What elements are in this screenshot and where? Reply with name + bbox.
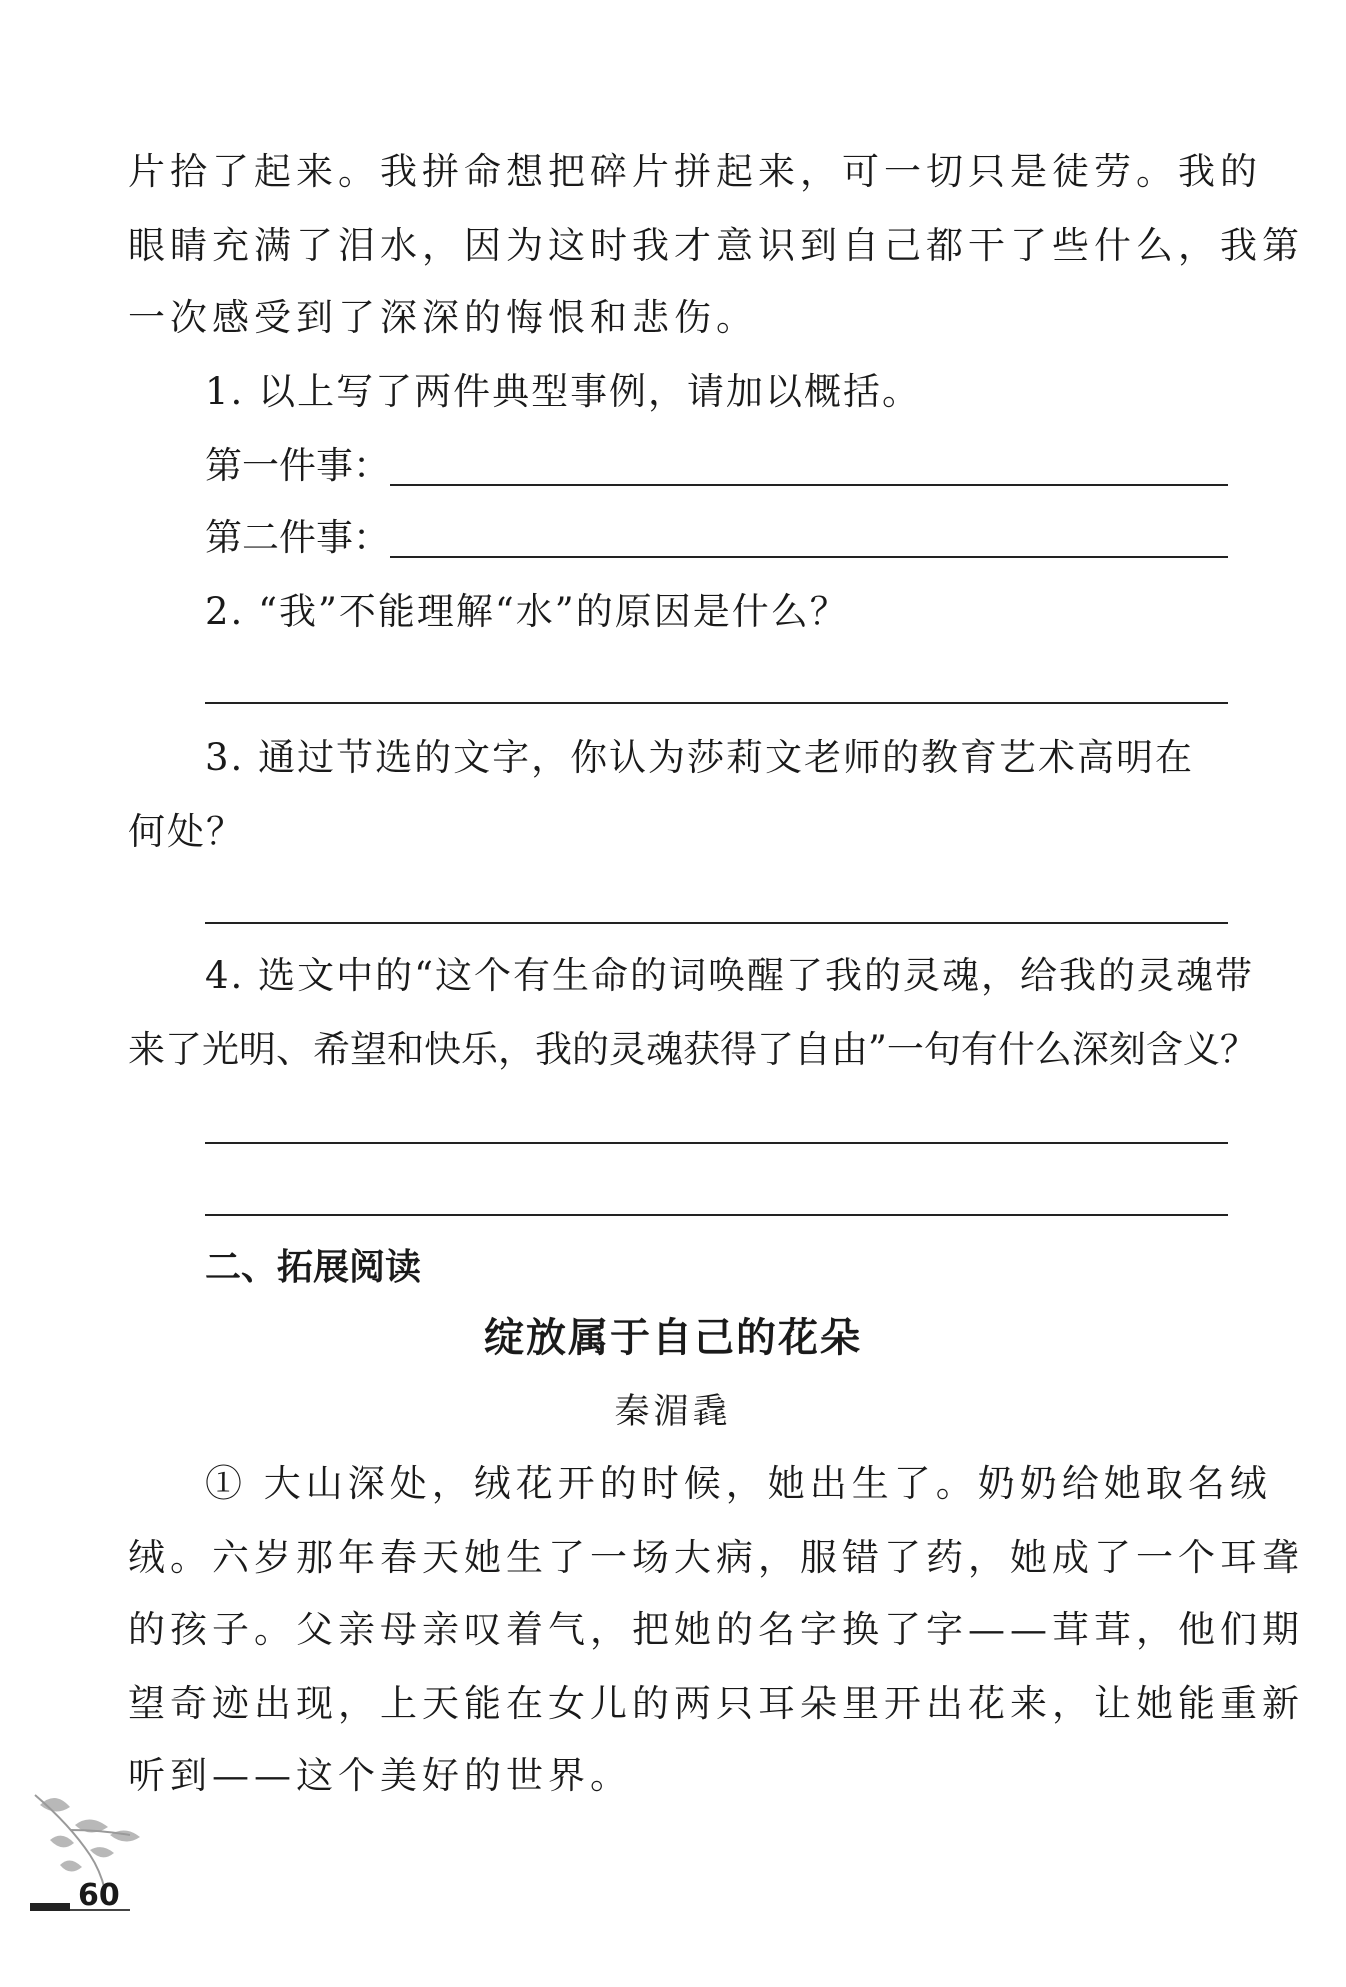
second-event-answer-line[interactable] (390, 556, 1228, 558)
question-4-answer-line[interactable] (205, 1214, 1228, 1216)
article-line: 听到——这个美好的世界。 (128, 1754, 632, 1797)
question-3-answer-line[interactable] (205, 922, 1228, 924)
second-event-label: 第二件事： (205, 516, 390, 559)
first-event-label: 第一件事： (205, 444, 390, 487)
question-1: 1. 以上写了两件典型事例，请加以概括。 (205, 370, 922, 413)
question-2: 2. “我”不能理解“水”的原因是什么？ (205, 590, 849, 633)
article-author: 秦湄毳 (614, 1392, 732, 1432)
question-4-answer-line[interactable] (205, 1142, 1228, 1144)
question-4-line: 来了光明、希望和快乐，我的灵魂获得了自由”一句有什么深刻含义？ (128, 1028, 1257, 1071)
article-title: 绽放属于自己的花朵 (484, 1315, 862, 1361)
passage-line: 眼睛充满了泪水，因为这时我才意识到自己都干了些什么，我第 (128, 224, 1304, 267)
passage-line: 一次感受到了深深的悔恨和悲伤。 (128, 296, 758, 339)
article-line: 绒。六岁那年春天她生了一场大病，服错了药，她成了一个耳聋 (128, 1536, 1304, 1579)
article-line: ① 大山深处，绒花开的时候，她出生了。奶奶给她取名绒 (205, 1462, 1272, 1505)
first-event-answer-line[interactable] (390, 484, 1228, 486)
question-2-answer-line[interactable] (205, 702, 1228, 704)
article-line: 望奇迹出现，上天能在女儿的两只耳朵里开出花来，让她能重新 (128, 1682, 1304, 1725)
page-number-bar (30, 1903, 70, 1911)
section-heading: 二、拓展阅读 (205, 1247, 422, 1288)
question-3-line: 3. 通过节选的文字，你认为莎莉文老师的教育艺术高明在 (205, 736, 1195, 779)
article-line: 的孩子。父亲母亲叹着气，把她的名字换了字——茸茸，他们期 (128, 1608, 1304, 1651)
question-4-line: 4. 选文中的“这个有生命的词唤醒了我的灵魂，给我的灵魂带 (205, 954, 1254, 997)
question-3-line: 何处？ (128, 810, 245, 853)
passage-line: 片拾了起来。我拼命想把碎片拼起来，可一切只是徒劳。我的 (128, 150, 1262, 193)
page-number: 60 (78, 1878, 120, 1913)
